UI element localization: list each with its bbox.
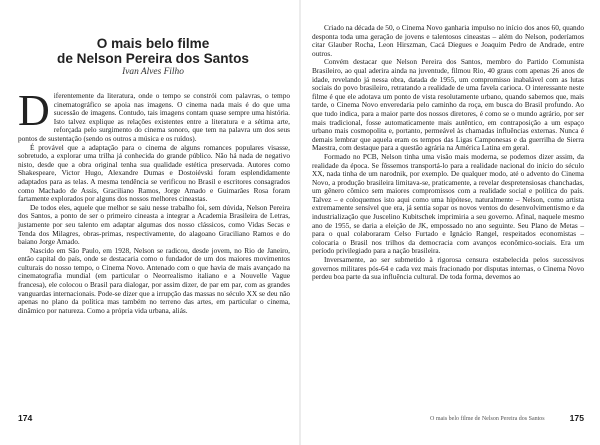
page-number-right: 175	[569, 413, 584, 423]
paragraph: Inversamente, ao ser submetido à rigorosa censura estabelecida pelos sucessivos governos militares pós-64 e cada vez mais fracionado por disputas internas, o Cinema Novo perdeu boa parte da sua influência cultural. De toda forma, devemos ao	[312, 255, 584, 282]
paragraph: Formado no PCB, Nelson tinha uma visão mais moderna, se podemos dizer assim, da realidade da época. Se fôssemos transportá-lo para a realidade nacional do início do século XX, nada tinha de um narodnik, por exemplo. De qualquer modo, até o advento do Cinema Novo, a produção brasileira limitava-se, praticamente, a revelar despretensiosas chanchadas, um gênero cômico sem maiores compromissos com a realidade social e política do país. Talvez – e coloquemos isto aqui como uma hipótese, naturalmente – Nelson, como artista extremamente sensível que era, já sentia sopar os novos ventos do desenvolvimentismo e da industrialização que Juscelino Kubitschek imprimiria a seu governo. Afinal, naquele mesmo ano de 1955, se daria a eleição de JK, empossado no ano seguinte. Seu Plano de Metas – para o qual colaboraram Celso Furtado e Ignácio Rangel, respeitados economistas – colocaria o Brasil nos trilhos da democracia com avanços econômico-sociais. Era um período privilegiado para a nação brasileira.	[312, 151, 584, 256]
drop-cap: D	[18, 86, 50, 135]
paragraph: Criado na década de 50, o Cinema Novo ganharia impulso no início dos anos 60, quando despontа toda uma geração de jovens e talentosos cineastas – além do Nelson, poderíamos citar Glauber Rocha, Leon Hirszman, Cacá Diegues e Joaquim Pedro de Andrade, entre outros.	[312, 23, 584, 58]
title-line-1: O mais belo filme	[96, 36, 210, 51]
paragraph: De todos eles, aquele que melhor se saiu nesse trabalho foi, sem dúvida, Nelson Pereira dos Santos, a ponto de ser o primeiro cineasta a integrar a Academia Brasileira de Letras, justamente por seu talento em adaptar algumas dos nosso clássicos, como Vidas Secas e Tenda dos Milagres, obras-primas, respectivamente, do alagoano Graciliano Ramos e do baiano Jorge Amado.	[18, 202, 290, 247]
paragraph: Nascido em São Paulo, em 1928, Nelson se radicou, desde jovem, no Rio de Janeiro, então capital do país, onde se destacaria como o fundador de um dos maiores movimentos culturais do nosso tempo, o Cinema Novo. Antenado com o que havia de mais avançado na cinematografia mundial (em particular o Neorrealismo italiano e a Nouvelle Vague francesa), ele colocou o Brasil para dialogar, por assim dizer, de par em par, com as grandes vanguardas internacionais. Pode-se dizer que a irrupção das massas no século XX se deu não apenas no plano da política mas também no terreno das artes, em particular o cinema, dinâmico por natureza. Como a própria vida urbana, aliás.	[18, 245, 290, 315]
title-line-2: de Nelson Pereira dos Santos	[57, 51, 249, 67]
article-title	[12, 36, 294, 67]
article-author: Ivan Alves Filho	[122, 67, 184, 77]
running-head: O mais belo filme de Nelson Pereira dos Santos	[430, 416, 545, 422]
paragraph: Convém destacar que Nelson Pereira dos Santos, membro do Partido Comunista Brasileiro, ao qual aderira ainda na juventude, filmou Rio, 40 graus com apenas 26 anos de idade, revelando já nessa obra, datada de 1955, um compromisso inabalável com as lutas sociais do povo brasileiro, retratando a realidade de uma favela carioca. O interessante neste filme é que ele adotava um ponto de vista resolutamente urbano, quando sabemos que, mais tarde, o Cinema Novo enveredaria pelo caminho da roça, em busca do Brasil profundo. Ao que tudo indica, para a maior parte dos nossos diretores, é como se o mundo agrário, por ser mais tradicional, fosse automaticamente mais autêntico, em contraposição a um espaço urbano mais cosmopolita e, portanto, permeável às chamadas influências externas. Nunca é demais lembrar que aquela eram os tempos das Ligas Camponesas e da guerrilha de Sierra Maestra, com destaque para a questão agrária na América Latina em geral.	[312, 57, 584, 153]
paragraph: É provável que a adaptação para o cinema de alguns romances populares visasse, sobretudo, a explorar uma trilha já conhecida do grande público. Não há nada de negativo nisto, desde que a obra original tenha sua qualidade estética preservada. Autores como Shakespeare, Victor Hugo, Alexandre Dumas e Dostoiévski foram esplendidamente adaptados para as telas. A mesma tendência se verificou no Brasil e escritores consagrados como Machado de Assis, Graciliano Ramos, Jorge Amado e Guimarães Rosa foram fartamente explorados por alguns dos nossos melhores cineastas.	[18, 142, 290, 204]
right-body-text	[312, 24, 584, 282]
left-body-text	[18, 86, 290, 315]
right-page	[300, 0, 600, 445]
paragraph: Diferentemente da literatura, onde o tempo se constrói com palavras, o tempo cinematográfico se apoia nas imagens. O cinema nada mais é do que uma sucessão de imagens. Contudo, tais imagens contam quase sempre uma história. Isto talvez explique as relações existentes entre a literatura e a sétima arte, reforçada pelo surgimento do cinema sonoro, que tem na palavra um dos seus pontos de sustentação (sendo os outros a música e os ruídos).	[18, 86, 290, 143]
page-number-left: 174	[18, 413, 33, 423]
